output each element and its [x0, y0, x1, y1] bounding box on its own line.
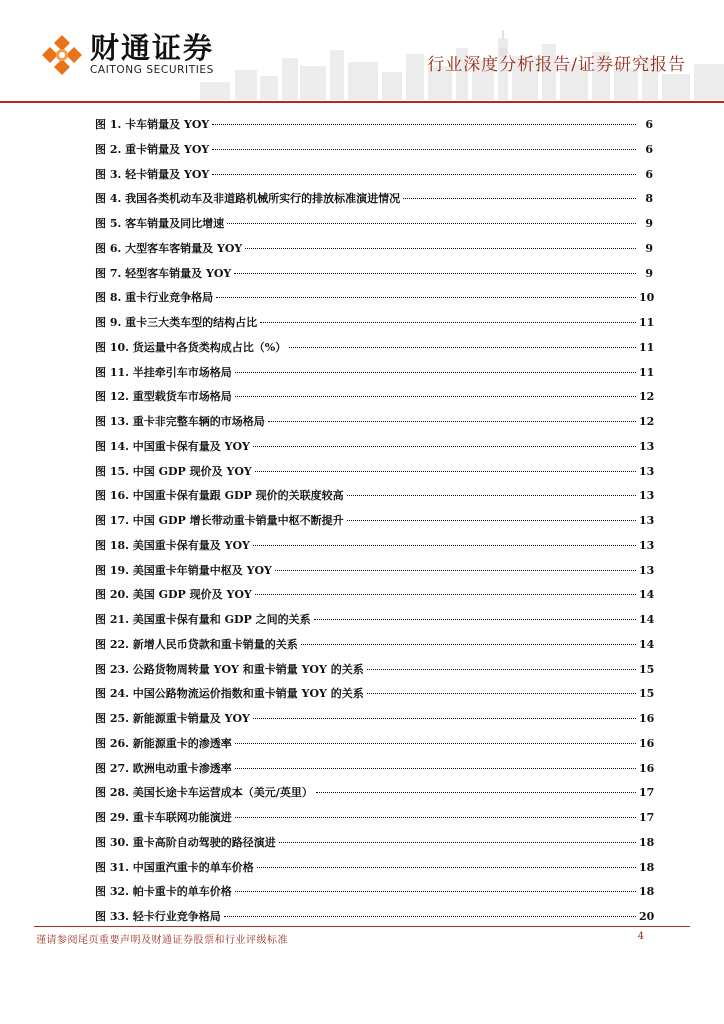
toc-entry-label: 图 23. 公路货物周转量 YOY 和重卡销量 YOY 的关系 — [95, 662, 364, 676]
toc-entry-label: 图 13. 重卡非完整车辆的市场格局 — [95, 415, 265, 428]
toc-entry-label: 图 24. 中国公路物流运价指数和重卡销量 YOY 的关系 — [95, 687, 364, 701]
toc-dot-leader — [212, 148, 636, 150]
toc-entry[interactable] — [95, 187, 653, 212]
toc-entry-label: 图 18. 美国重卡保有量及 YOY — [95, 538, 250, 552]
toc-entry-page: 20 — [639, 910, 655, 923]
toc-dot-leader — [301, 643, 636, 645]
toc-entry-page: 9 — [645, 266, 653, 280]
toc-dot-leader — [367, 668, 636, 670]
page-number: 4 — [637, 931, 644, 942]
toc-entry-page: 13 — [639, 464, 655, 478]
toc-entry-label: 图 12. 重型载货车市场格局 — [95, 390, 232, 404]
toc-dot-leader — [235, 742, 636, 744]
toc-entry[interactable] — [95, 856, 653, 881]
toc-entry-page: 6 — [645, 167, 653, 181]
toc-entry[interactable] — [95, 460, 653, 485]
toc-entry[interactable] — [95, 311, 653, 336]
toc-dot-leader — [212, 173, 636, 175]
toc-entry-page: 13 — [639, 489, 655, 503]
toc-dot-leader — [227, 222, 636, 224]
toc-entry-label: 图 7. 轻型客车销量及 YOY — [95, 266, 232, 280]
toc-entry-label: 图 19. 美国重卡年销量中枢及 YOY — [95, 563, 272, 577]
toc-entry-label: 图 22. 新增人民币贷款和重卡销量的关系 — [95, 637, 298, 651]
toc-entry-page: 12 — [639, 415, 655, 428]
toc-entry-label: 图 16. 中国重卡保有量跟 GDP 现价的关联度较高 — [95, 489, 344, 503]
toc-entry-page: 13 — [639, 538, 655, 552]
toc-entry[interactable] — [95, 286, 653, 311]
company-logo-english: CAITONG SECURITIES — [90, 64, 214, 76]
toc-entry[interactable] — [95, 732, 653, 757]
toc-entry-label: 图 30. 重卡高阶自动驾驶的路径演进 — [95, 835, 276, 849]
toc-entry-page: 18 — [639, 860, 655, 874]
toc-entry-page: 8 — [645, 192, 653, 206]
toc-dot-leader — [268, 420, 636, 422]
toc-entry[interactable] — [95, 361, 653, 386]
toc-entry-page: 15 — [639, 687, 655, 701]
toc-dot-leader — [253, 717, 636, 719]
toc-entry-page: 15 — [639, 662, 655, 676]
toc-entry-label: 图 6. 大型客车客销量及 YOY — [95, 241, 243, 255]
toc-entry-page: 13 — [639, 563, 655, 577]
toc-entry-page: 11 — [639, 316, 655, 329]
toc-entry[interactable] — [95, 831, 653, 856]
toc-entry-page: 16 — [639, 712, 655, 725]
toc-entry-page: 14 — [639, 613, 655, 626]
toc-entry[interactable] — [95, 385, 653, 410]
toc-entry-label: 图 9. 重卡三大类车型的结构占比 — [95, 316, 258, 329]
toc-dot-leader — [255, 593, 636, 595]
toc-entry-label: 图 4. 我国各类机动车及非道路机械所实行的排放标准演进情况 — [95, 192, 401, 206]
toc-dot-leader — [212, 123, 636, 125]
toc-dot-leader — [224, 915, 636, 917]
toc-entry[interactable] — [95, 707, 653, 732]
toc-entry-page: 16 — [639, 761, 655, 775]
toc-dot-leader — [234, 272, 636, 274]
company-logo-text: 财通证券 — [90, 31, 215, 65]
toc-entry-label: 图 3. 轻卡销量及 YOY — [95, 167, 210, 181]
toc-entry[interactable] — [95, 880, 653, 905]
toc-entry[interactable] — [95, 781, 653, 806]
toc-entry[interactable] — [95, 658, 653, 683]
toc-entry[interactable] — [95, 237, 653, 262]
toc-entry[interactable] — [95, 608, 653, 633]
toc-dot-leader — [216, 296, 636, 298]
toc-dot-leader — [314, 618, 636, 620]
toc-entry-label: 图 17. 中国 GDP 增长带动重卡销量中枢不断提升 — [95, 514, 344, 527]
toc-entry[interactable] — [95, 212, 653, 237]
toc-entry-page: 10 — [639, 291, 655, 305]
toc-dot-leader — [235, 890, 636, 892]
toc-dot-leader — [316, 791, 636, 793]
toc-entry[interactable] — [95, 682, 653, 707]
toc-entry-page: 11 — [639, 365, 655, 379]
toc-entry[interactable] — [95, 138, 653, 163]
toc-entry-page: 9 — [645, 241, 653, 255]
toc-entry-page: 18 — [639, 835, 655, 849]
footer-divider — [34, 926, 690, 927]
toc-entry[interactable] — [95, 757, 653, 782]
toc-entry-page: 17 — [639, 811, 655, 824]
toc-dot-leader — [253, 544, 636, 546]
toc-entry-page: 17 — [639, 786, 655, 800]
toc-entry-label: 图 2. 重卡销量及 YOY — [95, 142, 210, 156]
toc-entry-page: 13 — [639, 514, 655, 527]
toc-entry-page: 9 — [645, 217, 653, 230]
toc-entry-label: 图 21. 美国重卡保有量和 GDP 之间的关系 — [95, 613, 311, 626]
toc-dot-leader — [347, 519, 636, 521]
toc-entry-label: 图 27. 欧洲电动重卡渗透率 — [95, 761, 232, 775]
toc-entry-label: 图 33. 轻卡行业竞争格局 — [95, 910, 221, 923]
toc-dot-leader — [245, 247, 636, 249]
header-divider — [0, 101, 724, 103]
toc-entry[interactable] — [95, 262, 653, 287]
toc-entry-label: 图 14. 中国重卡保有量及 YOY — [95, 439, 250, 453]
toc-entry[interactable] — [95, 583, 653, 608]
toc-entry[interactable] — [95, 435, 653, 460]
toc-entry[interactable] — [95, 113, 653, 138]
toc-entry-label: 图 15. 中国 GDP 现价及 YOY — [95, 464, 252, 478]
toc-entry-label: 图 10. 货运量中各货类构成占比（%） — [95, 340, 287, 354]
toc-dot-leader — [260, 321, 636, 323]
toc-entry[interactable] — [95, 163, 653, 188]
toc-dot-leader — [403, 197, 636, 199]
toc-dot-leader — [279, 841, 636, 843]
footer-disclaimer: 谨请参阅尾页重要声明及财通证券股票和行业评级标准 — [36, 935, 288, 946]
toc-entry-page: 12 — [639, 390, 655, 404]
toc-dot-leader — [275, 569, 636, 571]
toc-dot-leader — [347, 494, 636, 496]
toc-entry[interactable] — [95, 336, 653, 361]
toc-entry-label: 图 29. 重卡车联网功能演进 — [95, 811, 232, 824]
toc-entry-label: 图 25. 新能源重卡销量及 YOY — [95, 712, 250, 725]
toc-entry[interactable] — [95, 410, 653, 435]
toc-entry-label: 图 31. 中国重汽重卡的单车价格 — [95, 860, 254, 874]
toc-entry-page: 18 — [639, 885, 655, 899]
toc-entry-label: 图 26. 新能源重卡的渗透率 — [95, 736, 232, 750]
toc-entry-page: 16 — [639, 736, 655, 750]
toc-entry-page: 11 — [639, 340, 655, 354]
toc-entry-label: 图 5. 客车销量及同比增速 — [95, 217, 225, 230]
toc-entry-page: 6 — [645, 142, 653, 156]
toc-entry-page: 14 — [639, 637, 655, 651]
toc-dot-leader — [235, 395, 636, 397]
toc-entry[interactable] — [95, 559, 653, 584]
toc-entry-page: 14 — [639, 588, 655, 602]
toc-entry-label: 图 8. 重卡行业竞争格局 — [95, 291, 214, 305]
toc-entry-label: 图 1. 卡车销量及 YOY — [95, 118, 210, 131]
toc-dot-leader — [255, 470, 636, 472]
toc-entry-label: 图 20. 美国 GDP 现价及 YOY — [95, 588, 252, 602]
toc-entry[interactable] — [95, 534, 653, 559]
toc-dot-leader — [367, 692, 636, 694]
toc-dot-leader — [257, 866, 636, 868]
toc-dot-leader — [235, 816, 636, 818]
toc-dot-leader — [289, 346, 636, 348]
caitong-logo-icon — [40, 33, 84, 77]
page-header — [0, 0, 724, 104]
report-type-title: 行业深度分析报告/证券研究报告 — [427, 55, 686, 75]
toc-entry[interactable] — [95, 509, 653, 534]
toc-entry[interactable] — [95, 484, 653, 509]
toc-entry-label: 图 32. 帕卡重卡的单车价格 — [95, 885, 232, 899]
toc-dot-leader — [235, 767, 636, 769]
toc-entry-page: 13 — [639, 439, 655, 453]
toc-dot-leader — [253, 445, 636, 447]
toc-entry[interactable] — [95, 633, 653, 658]
figure-index-list — [95, 113, 653, 930]
toc-entry[interactable] — [95, 806, 653, 831]
toc-entry-page: 6 — [645, 118, 653, 131]
toc-entry-label: 图 11. 半挂牵引车市场格局 — [95, 365, 232, 379]
toc-dot-leader — [235, 371, 636, 373]
toc-entry-label: 图 28. 美国长途卡车运营成本（美元/英里） — [95, 786, 313, 800]
